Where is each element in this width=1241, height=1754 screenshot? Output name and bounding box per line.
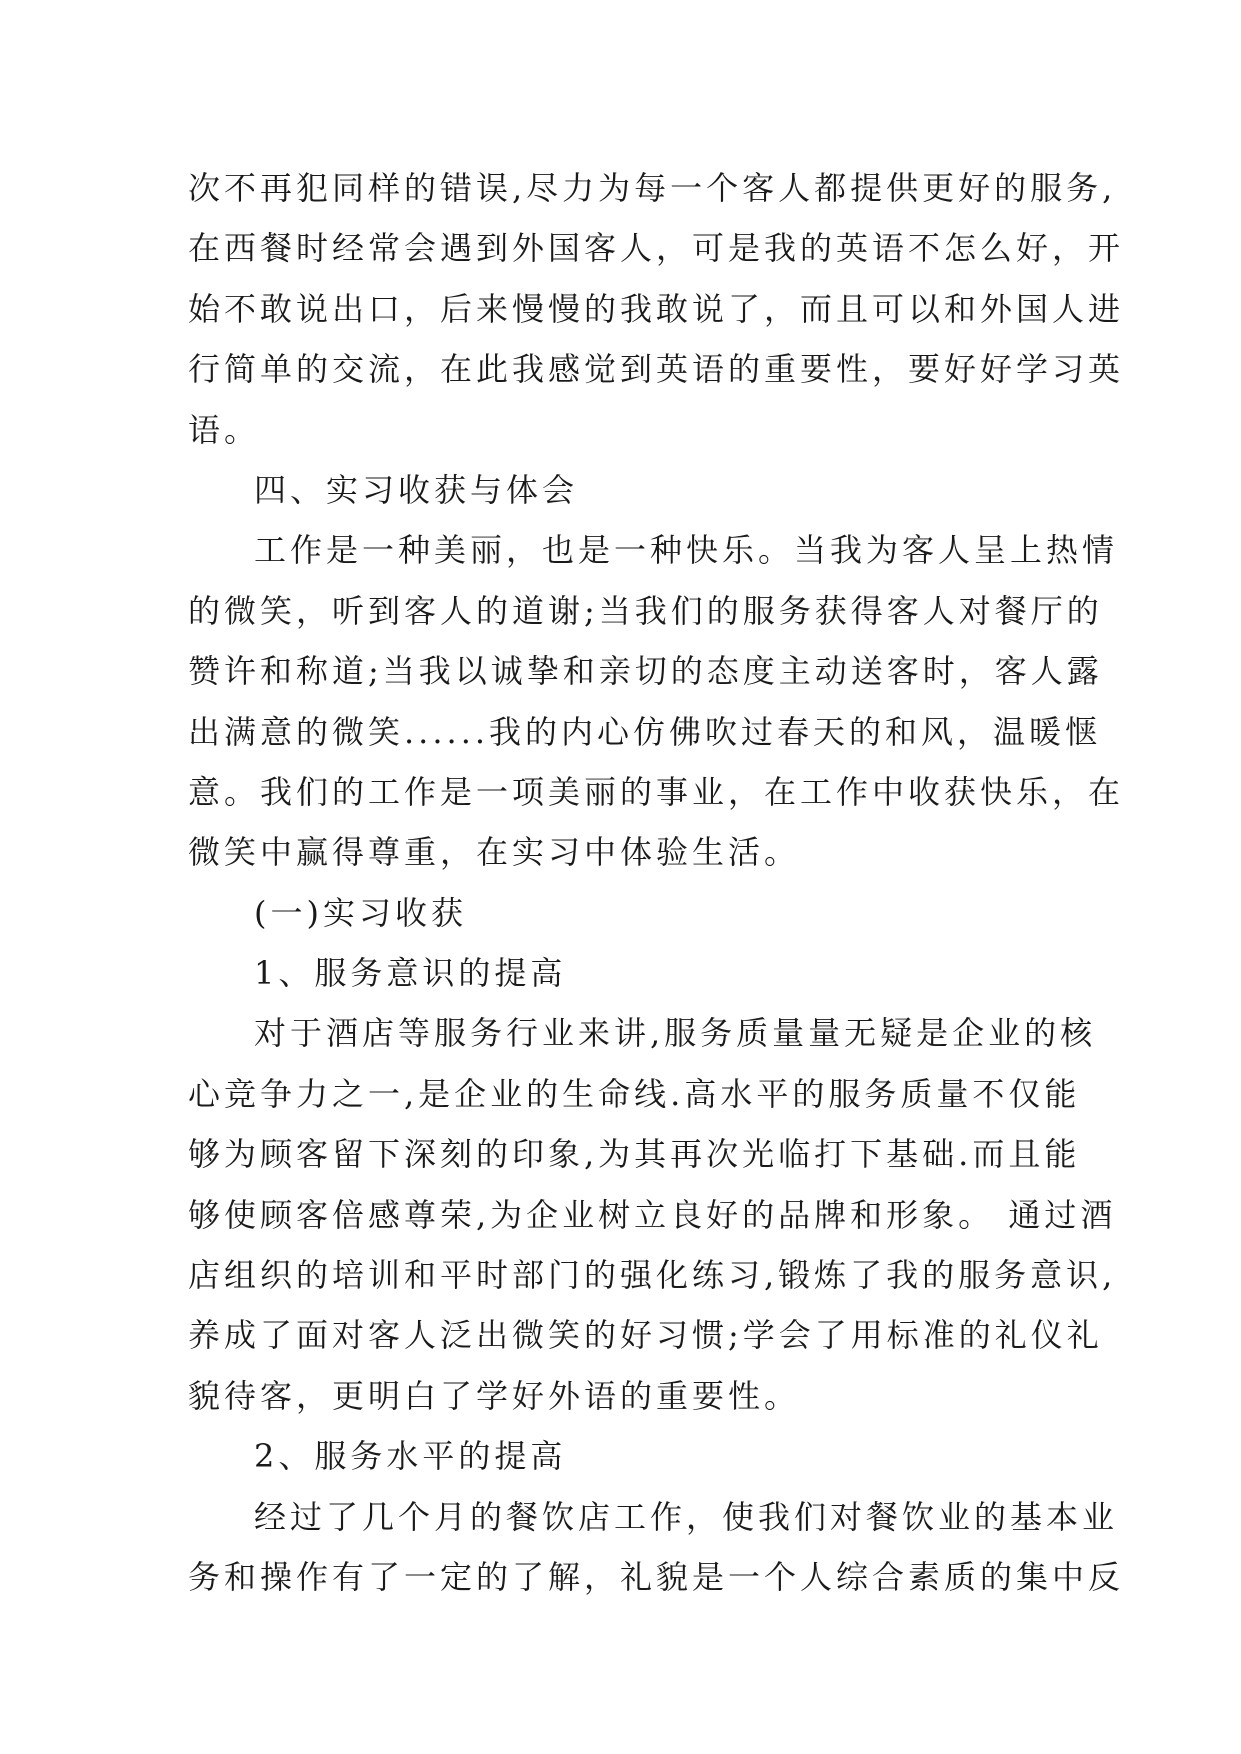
text-line (188, 279, 1125, 339)
line-text: 意。我们的工作是一项美丽的事业，在工作中收获快乐，在 (188, 772, 1125, 811)
text-line (188, 1547, 1125, 1607)
text-line (188, 158, 1117, 218)
text-line (188, 1064, 1088, 1124)
text-line (188, 702, 1102, 762)
line-text: 微笑中赢得尊重，在实习中体验生活。 (188, 833, 801, 872)
text-line (188, 218, 1125, 278)
text-line (188, 520, 1119, 580)
line-text: 2、服务水平的提高 (254, 1437, 567, 1476)
line-text: 的微笑，听到客人的道谢;当我们的服务获得客人对餐厅的 (188, 591, 1103, 630)
line-text: 始不敢说出口，后来慢慢的我敢说了，而且可以和外国人进 (188, 289, 1125, 328)
section-heading (188, 460, 1088, 520)
line-text: 养成了面对客人泛出微笑的好习惯;学会了用标准的礼仪礼 (188, 1316, 1103, 1355)
text-line (188, 1245, 1117, 1305)
text-line (188, 641, 1103, 701)
line-text: 在西餐时经常会遇到外国客人，可是我的英语不怎么好，开 (188, 229, 1125, 268)
line-text: (一)实习收获 (254, 893, 467, 932)
text-line (188, 1366, 1088, 1426)
line-text: 赞许和称道;当我以诚挚和亲切的态度主动送客时，客人露 (188, 652, 1103, 691)
line-text: 1、服务意识的提高 (254, 954, 567, 993)
line-text: 貌待客，更明白了学好外语的重要性。 (188, 1376, 801, 1415)
line-text: 行简单的交流，在此我感觉到英语的重要性，要好好学习英 (188, 350, 1125, 389)
text-line (188, 1305, 1103, 1365)
text-line (188, 400, 1088, 460)
line-text: 店组织的培训和平时部门的强化练习,锻炼了我的服务意识, (188, 1256, 1117, 1295)
subsection-heading (188, 883, 1088, 943)
document-body (188, 158, 1125, 1607)
text-line (188, 1003, 1097, 1063)
line-text: 四、实习收获与体会 (254, 470, 579, 509)
text-line (188, 339, 1125, 399)
text-line (188, 1185, 1117, 1245)
text-line (188, 762, 1125, 822)
line-text: 务和操作有了一定的了解，礼貌是一个人综合素质的集中反 (188, 1557, 1125, 1596)
line-text: 够使顾客倍感尊荣,为企业树立良好的品牌和形象。 通过酒 (188, 1195, 1117, 1234)
line-text: 语。 (188, 410, 261, 449)
line-text: 心竞争力之一,是企业的生命线.高水平的服务质量不仅能 (188, 1074, 1081, 1113)
line-text: 次不再犯同样的错误,尽力为每一个客人都提供更好的服务, (188, 169, 1117, 207)
line-text: 出满意的微笑......我的内心仿佛吹过春天的和风，温暖惬 (188, 712, 1102, 751)
line-text: 够为顾客留下深刻的印象,为其再次光临打下基础.而且能 (188, 1135, 1081, 1174)
line-text: 经过了几个月的餐饮店工作，使我们对餐饮业的基本业 (254, 1497, 1119, 1536)
text-line (188, 1124, 1088, 1184)
text-line (188, 1487, 1119, 1547)
line-text: 工作是一种美丽，也是一种快乐。当我为客人呈上热情 (254, 531, 1119, 570)
text-line (188, 822, 1088, 882)
text-line (188, 581, 1103, 641)
subsection-heading (188, 1426, 1088, 1486)
line-text: 对于酒店等服务行业来讲,服务质量量无疑是企业的核 (254, 1014, 1097, 1053)
subsection-heading (188, 943, 1088, 1003)
